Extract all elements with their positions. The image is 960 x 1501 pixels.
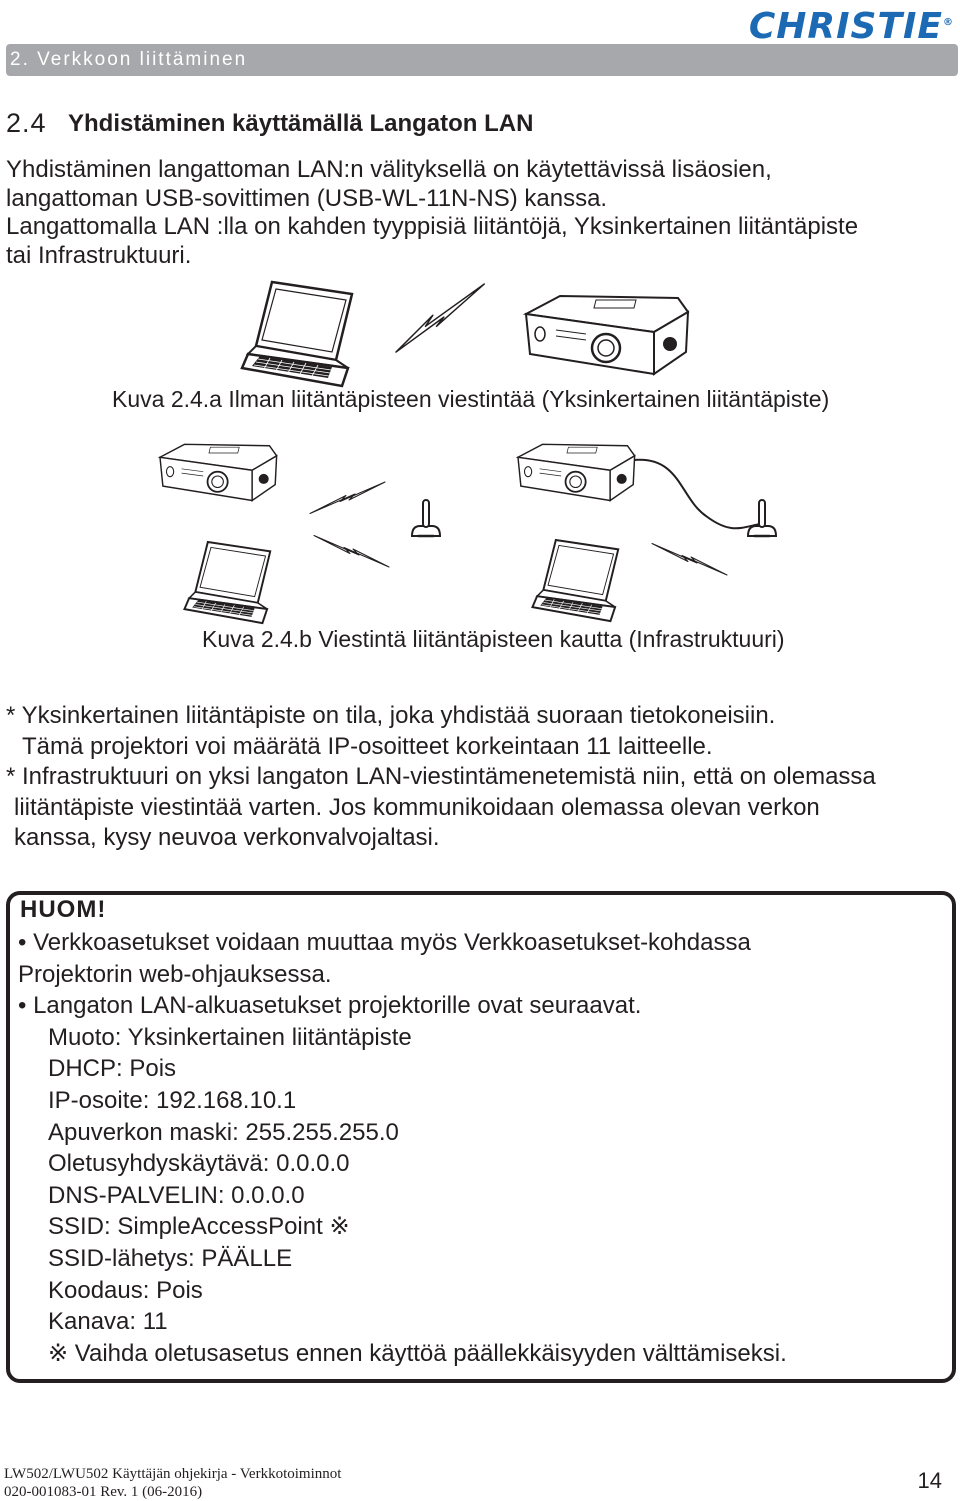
footnote-line: liitäntäpiste viestintää varten. Jos kommunikoidaan olemassa olevan verkon xyxy=(14,793,820,821)
setting-item: Muoto: Yksinkertainen liitäntäpiste xyxy=(48,1023,412,1051)
laptop-icon xyxy=(184,542,270,623)
footnote-line: * Infrastruktuuri on yksi langaton LAN-viestintämenetemistä niin, että on olemassa xyxy=(6,763,876,790)
access-point-icon xyxy=(412,500,440,536)
note-bullet: • Langaton LAN-alkuasetukset projektorille ovat seuraavat. xyxy=(18,992,642,1020)
footer-info xyxy=(4,1465,341,1501)
logo-text: CHRISTIE xyxy=(748,6,943,47)
setting-item: SSID-lähetys: PÄÄLLE xyxy=(48,1244,293,1272)
page-number: 14 xyxy=(917,1468,942,1493)
setting-item: Oletusyhdyskäytävä: 0.0.0.0 xyxy=(48,1150,350,1178)
note-bullet-continuation: Projektorin web-ohjauksessa. xyxy=(18,960,332,988)
intro-line: Yhdistäminen langattoman LAN:n välityksellä on käytettävissä lisäosien, xyxy=(6,156,772,183)
figure-a-caption: Kuva 2.4.a Ilman liitäntäpisteen viestintää (Yksinkertainen liitäntäpiste) xyxy=(112,386,830,412)
footnote-line: Tämä projektori voi määrätä IP-osoitteet korkeintaan 11 laitteelle. xyxy=(22,732,713,760)
intro-line: Langattomalla LAN :lla on kahden tyyppisiä liitäntöjä, Yksinkertainen liitäntäpiste xyxy=(6,213,859,240)
wireless-signal-icon xyxy=(652,544,727,576)
setting-note: ※ Vaihda oletusasetus ennen käyttöä päällekkäisyyden välttämiseksi. xyxy=(48,1339,787,1367)
setting-item: IP-osoite: 192.168.10.1 xyxy=(48,1086,297,1114)
laptop-icon xyxy=(532,540,618,621)
figure-a-illustration xyxy=(240,280,700,380)
section-label: 2. Verkkoon liittäminen xyxy=(10,49,248,70)
network-cable xyxy=(634,460,760,529)
laptop-icon xyxy=(242,282,352,386)
footnote-line: * Yksinkertainen liitäntäpiste on tila, joka yhdistää suoraan tietokoneisiin. xyxy=(6,702,776,729)
intro-line: tai Infrastruktuuri. xyxy=(6,241,192,269)
setting-item: Apuverkon maski: 255.255.255.0 xyxy=(48,1118,399,1146)
setting-item: Kanava: 11 xyxy=(48,1308,168,1336)
note-title: HUOM! xyxy=(20,896,107,923)
wireless-signal-icon xyxy=(310,482,385,514)
wireless-signal-icon xyxy=(314,536,389,568)
note-body xyxy=(18,927,787,1369)
footnote-line: kanssa, kysy neuvoa verkonvalvojaltasi. xyxy=(14,824,440,851)
wireless-signal-icon xyxy=(396,284,484,352)
note-bullet: • Verkkoasetukset voidaan muuttaa myös Verkkoasetukset-kohdassa xyxy=(18,929,751,956)
section-number: 2.4 xyxy=(6,108,47,138)
projector-icon xyxy=(518,444,635,500)
setting-item: Koodaus: Pois xyxy=(48,1276,203,1304)
figure-b-caption: Kuva 2.4.b Viestintä liitäntäpisteen kautta (Infrastruktuuri) xyxy=(202,626,785,652)
intro-line: langattoman USB-sovittimen (USB-WL-11N-NS) kanssa. xyxy=(6,184,608,212)
intro-paragraph xyxy=(6,156,858,270)
section-title: Yhdistäminen käyttämällä Langaton LAN xyxy=(68,110,534,137)
manual-title: LW502/LWU502 Käyttäjän ohjekirja - Verkkotoiminnot xyxy=(4,1466,342,1482)
setting-item: DHCP: Pois xyxy=(48,1055,177,1083)
footnotes xyxy=(6,701,876,854)
christie-logo xyxy=(749,6,954,47)
access-point-icon xyxy=(748,500,776,536)
setting-item: SSID: SimpleAccessPoint ※ xyxy=(48,1213,350,1241)
projector-icon xyxy=(526,296,688,374)
projector-icon xyxy=(160,444,277,500)
setting-item: DNS-PALVELIN: 0.0.0.0 xyxy=(48,1181,305,1209)
figure-b-illustration xyxy=(160,438,800,618)
document-number: 020-001083-01 Rev. 1 (06-2016) xyxy=(4,1484,203,1500)
registered-mark: ® xyxy=(943,17,954,28)
